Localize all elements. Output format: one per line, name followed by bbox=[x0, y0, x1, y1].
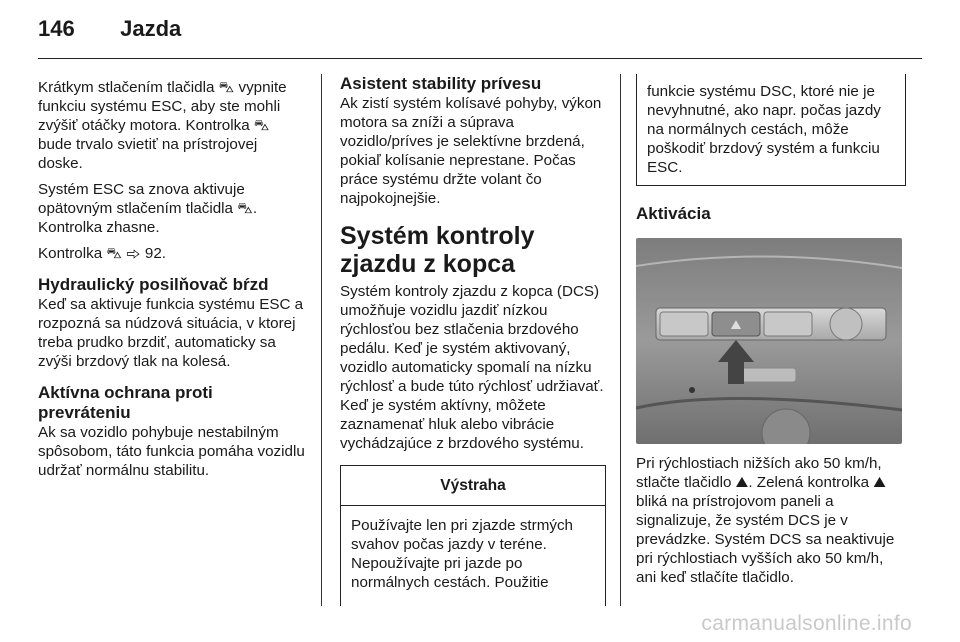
warning-box bbox=[340, 465, 606, 606]
warning-text: Používajte len pri zjazde strmých svahov počas jazdy v teréne. Nepoužívajte pri jazde po normálnych cestách. Použitie bbox=[351, 517, 573, 591]
column-divider bbox=[321, 74, 322, 606]
paragraph: Keď sa aktivuje funkcia systému ESC a rozpozná sa núdzová situácia, v ktorej treba prudko brzdiť, automaticky sa zvýši brzdový tlak na kolesá. bbox=[38, 296, 304, 370]
section-heading: Asistent stability prívesu bbox=[340, 74, 542, 93]
svg-text:⛰: ⛰ bbox=[730, 318, 742, 333]
paragraph: Kontrolka ⛍ ⇨ 92. bbox=[38, 245, 166, 262]
page-number: 146 bbox=[38, 16, 75, 41]
column-2 bbox=[340, 74, 606, 606]
header-rule bbox=[38, 58, 922, 59]
chapter-heading: Systém kontroly zjazdu z kopca bbox=[340, 222, 535, 278]
paragraph: Pri rýchlostiach nižších ako 50 km/h, stlačte tlačidlo ⛰. Zelená kontrolka ⛰ bliká na prístrojovom paneli a signalizuje, že systém DCS je v prevádzke. Systém DCS sa neaktivuje pri rýchlostiach vyšších ako 50 km/h, ani keď stlačíte tlačidlo. bbox=[636, 455, 895, 586]
dashboard-photo bbox=[636, 238, 902, 444]
column-1 bbox=[38, 78, 306, 487]
paragraph: Ak sa vozidlo pohybuje nestabilným spôsobom, táto funkcia pomáha vozidlu udržať normálnu stabilitu. bbox=[38, 424, 305, 479]
watermark: carmanualsonline.info bbox=[701, 612, 912, 635]
warning-title: Výstraha bbox=[341, 466, 605, 506]
warning-box-continued: funkcie systému DSC, ktoré nie je nevyhnutné, ako napr. počas jazdy na normálnych cestách, môže poškodiť brzdový systém a funkciu ESC. bbox=[636, 74, 906, 186]
page-title: Jazda bbox=[120, 16, 182, 41]
paragraph: Krátkym stlačením tlačidla ⛍ vypnite funkciu systému ESC, aby ste mohli zvýšiť otáčky motora. Kontrolka ⛍ bude trvalo svietiť na prístrojovej doske. bbox=[38, 79, 287, 172]
column-3 bbox=[636, 74, 906, 594]
paragraph: Ak zistí systém kolísavé pohyby, výkon motora sa zníži a súprava vozidlo/príves je selektívne brzdená, pokiaľ kolísanie neprestane. Počas práce systému držte volant čo najpokojnejšie. bbox=[340, 95, 602, 207]
paragraph: Systém kontroly zjazdu z kopca (DCS) umožňuje vozidlu jazdiť nízkou rýchlosťou bez stlačenia brzdového pedálu. Keď je systém aktivovaný, vozidlo automaticky spomalí na nízku rýchlosť a bude túto rýchlosť udržiavať. Keď je systém aktívny, môžete zaznamenať hluk alebo vibrácie vychádzajúce z brzdového systému. bbox=[340, 283, 604, 452]
section-heading: Aktivácia bbox=[636, 204, 711, 223]
column-divider bbox=[620, 74, 621, 606]
section-heading: Aktívna ochrana proti prevráteniu bbox=[38, 383, 213, 422]
page-header bbox=[38, 16, 181, 42]
section-heading: Hydraulický posilňovač bŕzd bbox=[38, 275, 269, 294]
paragraph: Systém ESC sa znova aktivuje opätovným stlačením tlačidla ⛍. Kontrolka zhasne. bbox=[38, 181, 258, 236]
